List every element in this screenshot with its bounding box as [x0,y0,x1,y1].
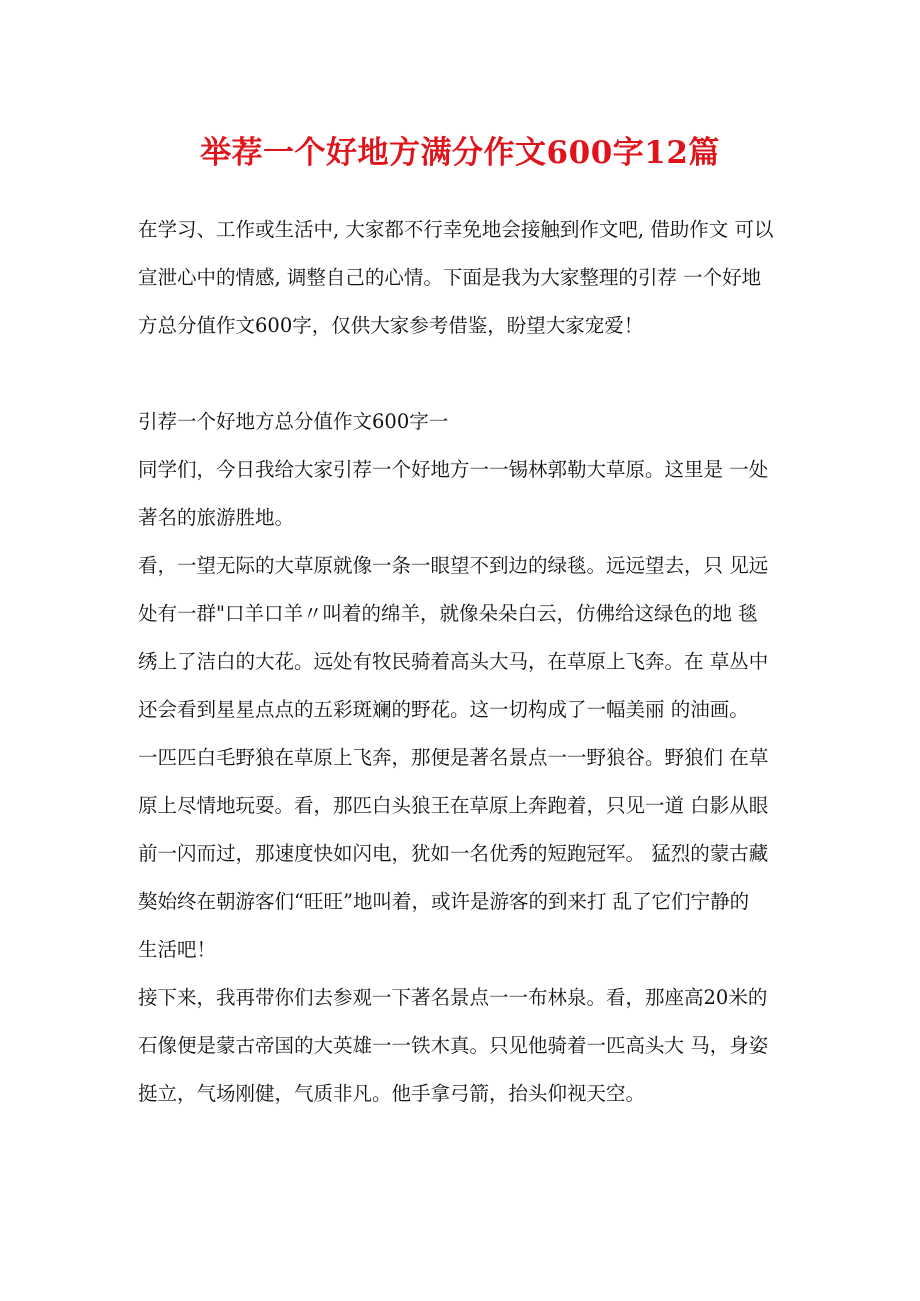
document-title: 举荐一个好地方满分作文600字12篇 [200,135,720,171]
text-line: 看，一望无际的大草原就像一条一眼望不到边的绿毯。远远望去，只 见远 [138,554,769,577]
text-line: 挺立，气场刚健，气质非凡。他手拿弓箭，抬头仰视天空。 [138,1082,646,1105]
text-line: 还会看到星星点点的五彩斑斓的野花。这一切构成了一幅美丽 的油画。 [138,698,749,721]
text-line: 接下来，我再带你们去参观一下著名景点一一布林泉。看，那座高20米的 [138,986,768,1009]
paragraph-3 [138,734,788,974]
text-line: 处有一群"口羊口羊〃叫着的绵羊，就像朵朵白云，仿佛给这绿色的地 毯 [138,602,758,625]
text-line: 方总分值作文600字，仅供大家参考借鉴，盼望大家宠爱！ [138,314,644,337]
paragraph-4 [138,974,788,1118]
text-line: 獒始终在朝游客们“旺旺”地叫着，或许是游客的到来打 乱了它们宁静的 [138,890,750,913]
paragraph-2 [138,542,788,734]
paragraph-1 [138,446,788,542]
text-line: 著名的旅游胜地。 [138,506,295,529]
section-subheading [138,398,788,446]
text-line: 在学习、工作或生活中, 大家都不行幸免地会接触到作文吧, 借助作文 可以 [138,218,774,241]
text-line: 前一闪而过，那速度快如闪电，犹如一名优秀的短跑冠军。 猛烈的蒙古藏 [138,842,769,865]
text-line: 生活吧！ [138,938,217,961]
subheading-text: 引荐一个好地方总分值作文600字一 [138,410,449,433]
text-line: 绣上了洁白的大花。远处有牧民骑着高头大马，在草原上飞奔。在 草丛中 [138,650,769,673]
text-line: 石像便是蒙古帝国的大英雄一一铁木真。只见他骑着一匹高头大 马，身姿 [138,1034,769,1057]
text-line: 同学们，今日我给大家引荐一个好地方一一锡林郭勒大草原。这里是 一处 [138,458,769,481]
text-line: 原上尽情地玩耍。看，那匹白头狼王在草原上奔跑着，只见一道 白影从眼 [138,794,769,817]
text-line: 宣泄心中的情感, 调整自己的心情。下面是我为大家整理的引荐 一个好地 [138,266,762,289]
text-line: 一匹匹白毛野狼在草原上飞奔，那便是著名景点一一野狼谷。野狼们 在草 [138,746,769,769]
intro-paragraph [138,206,788,350]
